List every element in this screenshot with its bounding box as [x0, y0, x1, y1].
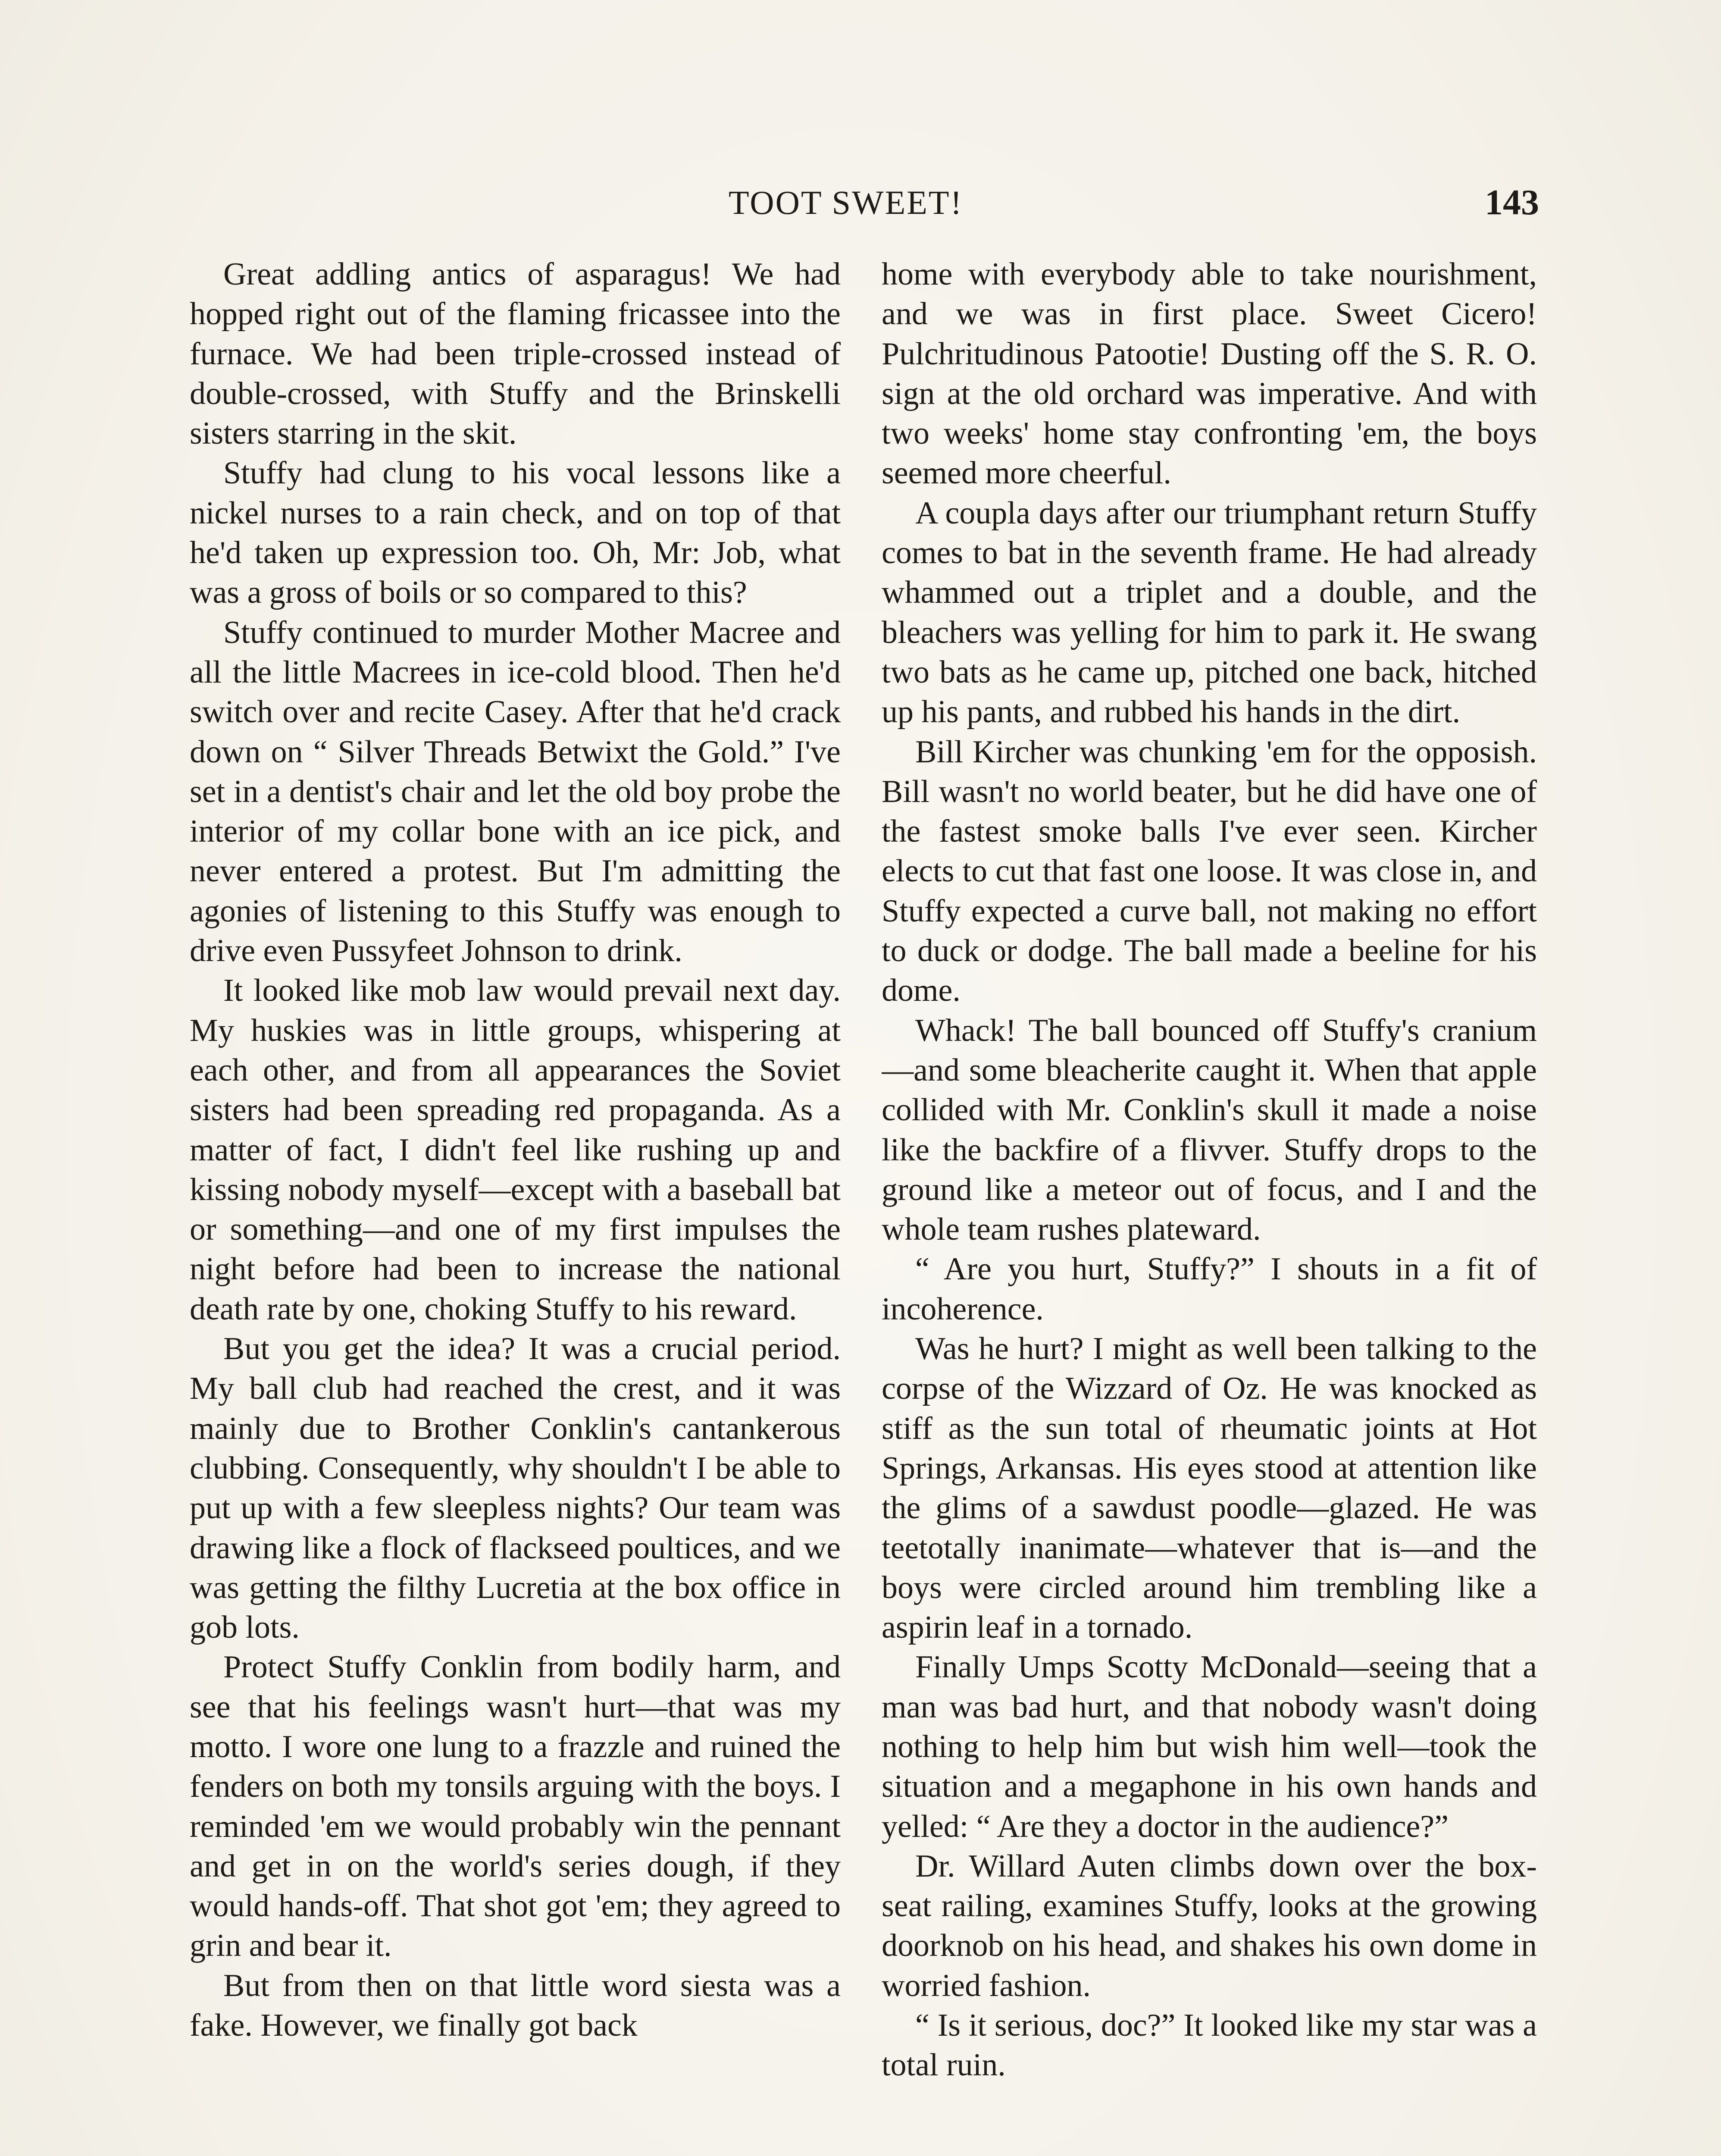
paragraph: Great addling antics of asparagus! We had hopped right out of the flaming fricassee into the furnace. We had been triple-crossed instead of double-crossed, with Stuffy and the Brinskelli sisters starring in the skit. — [190, 257, 841, 451]
paragraph: Stuffy had clung to his vocal lessons like a nickel nurses to a rain check, and on top of that he'd taken up expression too. Oh, Mr: Job, what was a gross of boils or so compared to this? — [190, 455, 841, 611]
page-number: 143 — [1485, 182, 1539, 222]
paragraph: Was he hurt? I might as well been talking to the corpse of the Wizzard of Oz. He was knocked as stiff as the sun total of rheumatic joints at Hot Springs, Arkansas. His eyes stood at attention like the glims of a sawdust poodle—glazed. He was teetotally inanimate—whatever that is—and the boys were circled around him trembling like a aspirin leaf in a tornado. — [882, 1331, 1537, 1645]
paragraph: “ Are you hurt, Stuffy?” I shouts in a fit of incoherence. — [882, 1251, 1537, 1327]
paragraph: But you get the idea? It was a crucial period. My ball club had reached the crest, and it was mainly due to Brother Conklin's cantankerous clubbing. Consequently, why shouldn't I be able to put up with a few sleepless nights? Our team was drawing like a flock of flackseed poultices, and we was getting the filthy Lucretia at the box office in gob lots. — [190, 1331, 841, 1645]
paragraph: Protect Stuffy Conklin from bodily harm, and see that his feelings wasn't hurt—that was my motto. I wore one lung to a frazzle and ruined the fenders on both my tonsils arguing with the boys. I reminded 'em we would probably win the pennant and get in on the world's series dough, if they would hands-off. That shot got 'em; they agreed to grin and bear it. — [190, 1649, 841, 1964]
paragraph-continued: home with everybody able to take nourishment, and we was in first place. Sweet Cicero! Pulchritudinous Patootie! Dusting off the S. R. O. sign at the old orchard was imperative. And with two weeks' home stay confronting 'em, the boys seemed more cheerful. — [882, 257, 1537, 491]
paragraph: Dr. Willard Auten climbs down over the box-seat railing, examines Stuffy, looks at the growing doorknob on his head, and shakes his own dome in worried fashion. — [882, 1848, 1537, 2003]
paragraph: But from then on that little word siesta was a fake. However, we finally got back — [190, 1968, 841, 2043]
text-column-left — [190, 254, 841, 2156]
text-column-right — [882, 254, 1537, 2156]
paragraph: Whack! The ball bounced off Stuffy's cranium—and some bleacherite caught it. When that apple collided with Mr. Conklin's skull it made a noise like the backfire of a flivver. Stuffy drops to the ground like a meteor out of focus, and I and the whole team rushes plateward. — [882, 1012, 1537, 1247]
paragraph: It looked like mob law would prevail next day. My huskies was in little groups, whispering at each other, and from all appearances the Soviet sisters had been spreading red propaganda. As a matter of fact, I didn't feel like rushing up and kissing nobody myself—except with a baseball bat or something—and one of my first impulses the night before had been to increase the national death rate by one, choking Stuffy to his reward. — [190, 973, 841, 1327]
paragraph: Stuffy continued to murder Mother Macree and all the little Macrees in ice-cold blood. Then he'd switch over and recite Casey. After that he'd crack down on “ Silver Threads Betwixt the Gold.” I've set in a dentist's chair and let the old boy probe the interior of my collar bone with an ice pick, and never entered a protest. But I'm admitting the agonies of listening to this Stuffy was enough to drive even Pussyfeet Johnson to drink. — [190, 614, 841, 969]
paragraph: Finally Umps Scotty McDonald—seeing that a man was bad hurt, and that nobody wasn't doing nothing to help him but wish him well—took the situation and a megaphone in his own hands and yelled: “ Are they a doctor in the audience?” — [882, 1649, 1537, 1844]
paragraph: Bill Kircher was chunking 'em for the opposish. Bill wasn't no world beater, but he did have one of the fastest smoke balls I've ever seen. Kircher elects to cut that fast one loose. It was close in, and Stuffy expected a curve ball, not making no effort to duck or dodge. The ball made a beeline for his dome. — [882, 734, 1537, 1009]
running-title: TOOT SWEET! — [729, 184, 963, 221]
paragraph: “ Is it serious, doc?” It looked like my star was a total ruin. — [882, 2008, 1537, 2083]
running-head — [0, 177, 1721, 229]
paragraph: A coupla days after our triumphant return Stuffy comes to bat in the seventh frame. He had already whammed out a triplet and a double, and the bleachers was yelling for him to park it. He swang two bats as he came up, pitched one back, hitched up his pants, and rubbed his hands in the dirt. — [882, 495, 1537, 730]
